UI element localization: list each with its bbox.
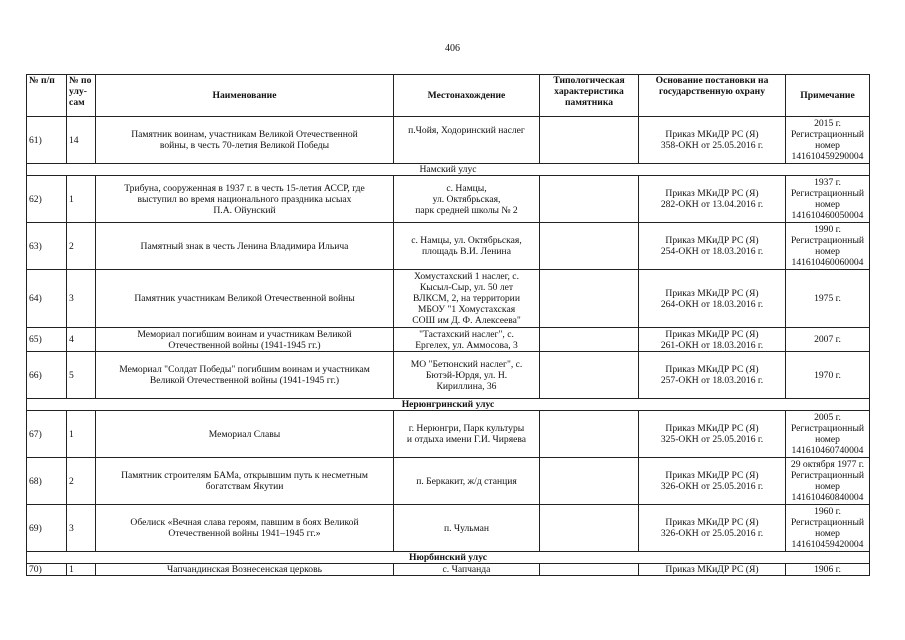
row-location: МО "Бетюнский наслег", с. Бютэй-Юрдя, ул. Н. Кириллина, 36 bbox=[394, 352, 540, 399]
row-num: 66) bbox=[27, 352, 67, 399]
row-note: 2005 г. Регистрационный номер 141610460740004 bbox=[786, 411, 870, 458]
row-ulus-num: 3 bbox=[67, 270, 96, 328]
row-name: Обелиск «Вечная слава героям, павшим в боях Великой Отечественной войны 1941–1945 гг.» bbox=[96, 505, 394, 552]
row-typology bbox=[540, 270, 639, 328]
table-row bbox=[27, 270, 870, 328]
row-location: г. Нерюнгри, Парк культуры и отдыха имени Г.И. Чиряева bbox=[394, 411, 540, 458]
row-basis: Приказ МКиДР РС (Я) 326-ОКН от 25.05.2016 г. bbox=[639, 458, 786, 505]
section-title: Нюрбинский улус bbox=[27, 552, 870, 564]
row-ulus-num: 2 bbox=[67, 458, 96, 505]
section-row bbox=[27, 164, 870, 176]
table-row bbox=[27, 352, 870, 399]
row-location: Хомустахский 1 наслег, с. Кысыл-Сыр, ул. 50 лет ВЛКСМ, 2, на территории МБОУ "1 Хомустахская СОШ им Д. Ф. Алексеева" bbox=[394, 270, 540, 328]
row-ulus-num: 3 bbox=[67, 505, 96, 552]
row-num: 68) bbox=[27, 458, 67, 505]
row-num: 69) bbox=[27, 505, 67, 552]
row-ulus-num: 1 bbox=[67, 176, 96, 223]
row-typology bbox=[540, 458, 639, 505]
header-note: Примечание bbox=[786, 75, 870, 117]
table-row bbox=[27, 564, 870, 576]
row-typology bbox=[540, 328, 639, 352]
row-ulus-num: 1 bbox=[67, 564, 96, 576]
table-row bbox=[27, 328, 870, 352]
row-name: Памятный знак в честь Ленина Владимира Ильича bbox=[96, 223, 394, 270]
row-num: 67) bbox=[27, 411, 67, 458]
row-name: Мемориал погибшим воинам и участникам Великой Отечественной войны (1941-1945 гг.) bbox=[96, 328, 394, 352]
row-location: "Тастахский наслег", с. Ергелех, ул. Аммосова, 3 bbox=[394, 328, 540, 352]
row-note: 1906 г. bbox=[786, 564, 870, 576]
row-location: п. Чульман bbox=[394, 505, 540, 552]
section-row bbox=[27, 399, 870, 411]
row-note: 2007 г. bbox=[786, 328, 870, 352]
row-location: п. Беркакит, ж/д станция bbox=[394, 458, 540, 505]
row-num: 62) bbox=[27, 176, 67, 223]
table-row bbox=[27, 411, 870, 458]
header-typology: Типологическая характеристика памятника bbox=[540, 75, 639, 117]
row-typology bbox=[540, 411, 639, 458]
page-number: 406 bbox=[445, 43, 460, 54]
row-name: Памятник строителям БАМа, открывшим путь к несметным богатствам Якутии bbox=[96, 458, 394, 505]
table-row bbox=[27, 117, 870, 164]
row-typology bbox=[540, 505, 639, 552]
header-location: Местонахождение bbox=[394, 75, 540, 117]
table-row bbox=[27, 505, 870, 552]
row-num: 61) bbox=[27, 117, 67, 164]
header-num: № п/п bbox=[27, 75, 67, 117]
section-row bbox=[27, 552, 870, 564]
row-typology bbox=[540, 352, 639, 399]
row-name: Памятник участникам Великой Отечественной войны bbox=[96, 270, 394, 328]
row-location: п.Чойя, Ходоринский наслег bbox=[394, 117, 540, 164]
table-row bbox=[27, 176, 870, 223]
row-note: 1990 г. Регистрационный номер 141610460060004 bbox=[786, 223, 870, 270]
monuments-table bbox=[26, 74, 870, 576]
section-title: Нерюнгринский улус bbox=[27, 399, 870, 411]
row-basis: Приказ МКиДР РС (Я) 326-ОКН от 25.05.2016 г. bbox=[639, 505, 786, 552]
row-typology bbox=[540, 564, 639, 576]
row-ulus-num: 1 bbox=[67, 411, 96, 458]
row-basis: Приказ МКиДР РС (Я) 261-ОКН от 18.03.2016 г. bbox=[639, 328, 786, 352]
row-basis: Приказ МКиДР РС (Я) 325-ОКН от 25.05.2016 г. bbox=[639, 411, 786, 458]
row-note: 1975 г. bbox=[786, 270, 870, 328]
row-basis: Приказ МКиДР РС (Я) 257-ОКН от 18.03.2016 г. bbox=[639, 352, 786, 399]
header-name: Наименование bbox=[96, 75, 394, 117]
row-basis: Приказ МКиДР РС (Я) 254-ОКН от 18.03.2016 г. bbox=[639, 223, 786, 270]
row-num: 65) bbox=[27, 328, 67, 352]
row-name: Памятник воинам, участникам Великой Отечественной войны, в честь 70-летия Великой Победы bbox=[96, 117, 394, 164]
row-name: Чапчандинская Вознесенская церковь bbox=[96, 564, 394, 576]
row-num: 70) bbox=[27, 564, 67, 576]
row-ulus-num: 14 bbox=[67, 117, 96, 164]
row-basis: Приказ МКиДР РС (Я) 264-ОКН от 18.03.2016 г. bbox=[639, 270, 786, 328]
row-note: 29 октября 1977 г. Регистрационный номер 141610460840004 bbox=[786, 458, 870, 505]
row-name: Мемориал "Солдат Победы" погибшим воинам и участникам Великой Отечественной войны (1941-1945 гг.) bbox=[96, 352, 394, 399]
row-note: 1937 г. Регистрационный номер 141610460050004 bbox=[786, 176, 870, 223]
table-row bbox=[27, 223, 870, 270]
row-basis: Приказ МКиДР РС (Я) bbox=[639, 564, 786, 576]
row-location: с. Намцы, ул. Октябрьская, парк средней школы № 2 bbox=[394, 176, 540, 223]
row-ulus-num: 5 bbox=[67, 352, 96, 399]
row-note: 1960 г. Регистрационный номер 141610459420004 bbox=[786, 505, 870, 552]
header-ulus-num: № по улу- сам bbox=[67, 75, 96, 117]
row-typology bbox=[540, 117, 639, 164]
table-header-row bbox=[27, 75, 870, 117]
row-name: Мемориал Славы bbox=[96, 411, 394, 458]
row-num: 63) bbox=[27, 223, 67, 270]
row-note: 1970 г. bbox=[786, 352, 870, 399]
row-basis: Приказ МКиДР РС (Я) 358-ОКН от 25.05.2016 г. bbox=[639, 117, 786, 164]
row-ulus-num: 2 bbox=[67, 223, 96, 270]
row-location: с. Чапчанда bbox=[394, 564, 540, 576]
row-typology bbox=[540, 176, 639, 223]
table-row bbox=[27, 458, 870, 505]
row-num: 64) bbox=[27, 270, 67, 328]
section-title: Намский улус bbox=[27, 164, 870, 176]
row-typology bbox=[540, 223, 639, 270]
row-name: Трибуна, сооруженная в 1937 г. в честь 15-летия АССР, где выступил во время национального праздника ысыах П.А. Ойунский bbox=[96, 176, 394, 223]
row-location: с. Намцы, ул. Октябрьская, площадь В.И. Ленина bbox=[394, 223, 540, 270]
row-basis: Приказ МКиДР РС (Я) 282-ОКН от 13.04.2016 г. bbox=[639, 176, 786, 223]
header-basis: Основание постановки на государственную охрану bbox=[639, 75, 786, 117]
row-note: 2015 г. Регистрационный номер 141610459290004 bbox=[786, 117, 870, 164]
row-ulus-num: 4 bbox=[67, 328, 96, 352]
